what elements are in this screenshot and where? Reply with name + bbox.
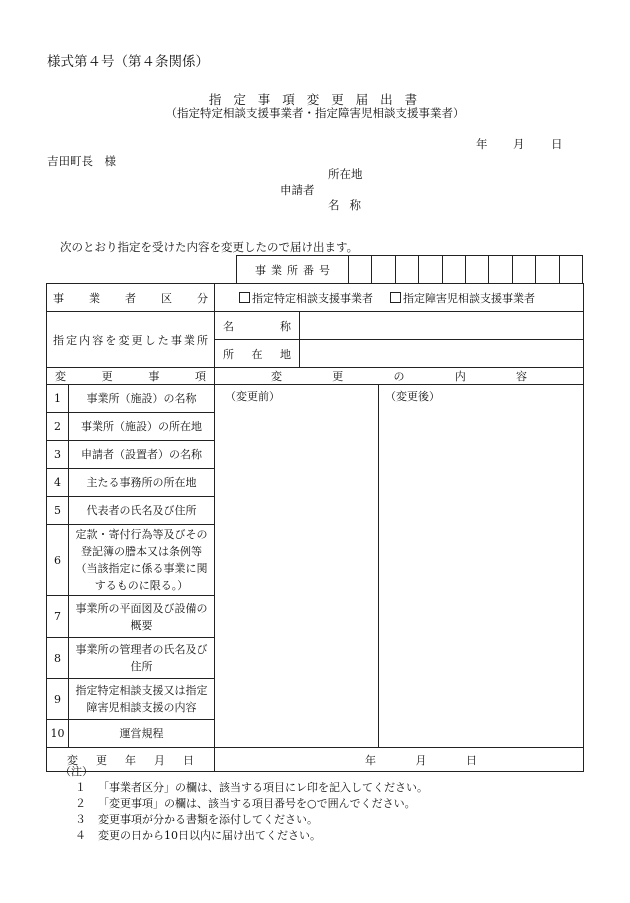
note-number: ４ [75,829,86,842]
office-number-table [236,255,583,284]
item-number[interactable]: 10 [47,720,69,748]
change-date-month: 月 [415,753,427,767]
item-text: 運営規程 [69,720,215,748]
change-content-header: 変更の内容 [215,368,584,385]
office-number-label: 事業所番号 [237,256,349,284]
item-number[interactable]: 4 [47,469,69,497]
item-text: 申請者（設置者）の名称 [69,441,215,469]
office-number-digit[interactable] [489,256,512,284]
change-date-year: 年 [365,753,376,767]
item-number[interactable]: 3 [47,441,69,469]
note-number: ２ [75,797,86,810]
office-number-digit[interactable] [512,256,535,284]
item-number[interactable]: 9 [47,679,69,720]
note-text: 変更の日から10日以内に届け出てください。 [98,829,321,842]
after-change-label: （変更後） [385,390,440,403]
notes-heading: （注） [60,765,93,778]
date-month-label: 月 [513,137,525,151]
checkbox-specified-consultation[interactable] [239,292,250,303]
office-number-digit[interactable] [536,256,559,284]
item-text: 事業所（施設）の名称 [69,385,215,413]
change-date-field[interactable] [215,748,584,772]
item-number[interactable]: 1 [47,385,69,413]
item-text: 事業所の平面図及び設備の概要 [69,596,215,638]
office-number-digit[interactable] [465,256,488,284]
item-number[interactable]: 5 [47,497,69,525]
office-number-digit[interactable] [372,256,395,284]
change-date-label: 変更年月日 [47,748,215,772]
before-change-label: （変更前） [225,390,280,403]
office-number-digit[interactable] [559,256,582,284]
applicant-address-label: 所在地 [328,167,363,181]
date-year-label: 年 [476,137,488,151]
checkbox-child-consultation[interactable] [390,292,401,303]
item-text: 指定特定相談支援又は指定障害児相談支援の内容 [69,679,215,720]
office-number-digit[interactable] [419,256,442,284]
item-text: 定款・寄付行為等及びその登記簿の謄本又は条例等（当該指定に係る事業に関するものに限る。） [69,525,215,596]
date-day-label: 日 [551,137,563,151]
office-number-digit[interactable] [442,256,465,284]
note-text: 変更事項が分かる書類を添付してください。 [98,813,318,826]
change-date-day: 日 [466,753,477,767]
office-location-field[interactable] [300,340,584,368]
item-number[interactable]: 6 [47,525,69,596]
before-change-cell[interactable] [215,385,379,748]
document-subtitle: （指定特定相談支援事業者・指定障害児相談支援事業者） [165,106,465,120]
applicant-name-label: 名称 [328,198,371,212]
note-number: １ [75,781,86,794]
document-title: 指 定 事 項 変 更 届 出 書 [208,92,422,107]
item-text: 主たる事務所の所在地 [69,469,215,497]
item-number[interactable]: 2 [47,413,69,441]
business-type-label: 事業者区分 [47,284,215,312]
business-type-options [215,284,584,312]
office-name-field[interactable] [300,312,584,340]
item-text: 事業所の管理者の氏名及び住所 [69,638,215,679]
office-number-digit[interactable] [349,256,372,284]
applicant-label: 申請者 [280,183,315,197]
option-specified-consultation: 指定特定相談支援事業者 [252,291,373,305]
item-text: 事業所（施設）の所在地 [69,413,215,441]
note-text: 「事業者区分」の欄は、該当する項目にレ印を記入してください。 [98,781,428,794]
main-form-table [46,283,584,772]
office-number-digit[interactable] [395,256,418,284]
after-change-cell[interactable] [379,385,584,748]
item-number[interactable]: 7 [47,596,69,638]
intro-text: 次のとおり指定を受けた内容を変更したので届け出ます。 [60,240,359,254]
note-number: ３ [75,813,86,826]
office-name-label: 名称 [215,312,300,340]
item-text: 代表者の氏名及び住所 [69,497,215,525]
office-location-label: 所在地 [215,340,300,368]
form-number: 様式第４号（第４条関係） [47,54,209,70]
change-items-header: 変更事項 [47,368,215,385]
recipient: 吉田町長 様 [47,154,116,168]
changed-office-label: 指定内容を変更した事業所 [47,312,215,368]
note-text: 「変更事項」の欄は、該当する項目番号を○で囲んでください。 [98,797,416,810]
item-number[interactable]: 8 [47,638,69,679]
change-item-row [47,385,584,413]
option-child-consultation: 指定障害児相談支援事業者 [403,291,535,305]
